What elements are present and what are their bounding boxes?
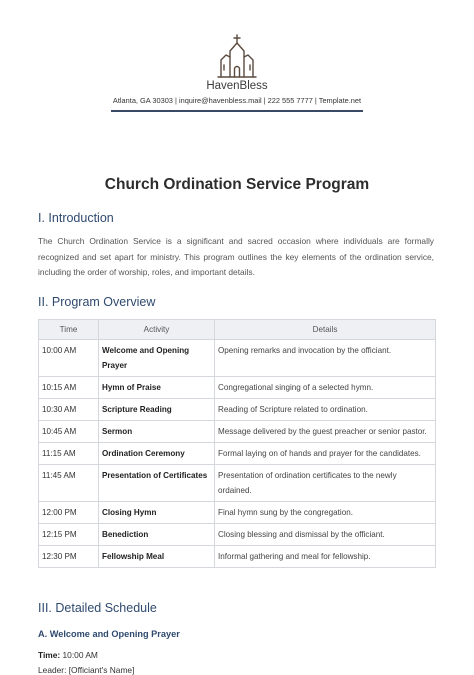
row-time: 12:00 PM <box>39 502 99 524</box>
table-row <box>39 465 436 502</box>
row-activity: Hymn of Praise <box>99 377 215 399</box>
row-time: 11:45 AM <box>39 465 99 502</box>
row-activity: Fellowship Meal <box>99 546 215 568</box>
row-details: Opening remarks and invocation by the officiant. <box>215 340 436 377</box>
introduction-paragraph: The Church Ordination Service is a significant and sacred occasion where individuals are formally recognized and set apart for ministry. This program outlines the key elements of the ordination service, including the order of worship, roles, and important details. <box>38 236 434 277</box>
detail-time-label: Time: <box>38 650 61 660</box>
program-overview-table <box>38 319 436 568</box>
row-activity: Presentation of Certificates <box>99 465 215 502</box>
row-activity: Sermon <box>99 421 215 443</box>
table-row <box>39 399 436 421</box>
brand-name: HavenBless <box>206 80 268 92</box>
row-details: Presentation of ordination certificates to the newly ordained. <box>215 465 436 502</box>
detail-time-line <box>38 650 98 660</box>
table-row <box>39 377 436 399</box>
row-time: 11:15 AM <box>39 443 99 465</box>
row-activity: Scripture Reading <box>99 399 215 421</box>
detail-time-value: 10:00 AM <box>62 650 98 660</box>
row-details: Reading of Scripture related to ordination. <box>215 399 436 421</box>
row-activity: Closing Hymn <box>99 502 215 524</box>
contact-line: Atlanta, GA 30303 | inquire@havenbless.mail | 222 555 7777 | Template.net <box>112 96 362 105</box>
subsection-heading-welcome: A. Welcome and Opening Prayer <box>38 629 180 639</box>
row-details: Formal laying on of hands and prayer for the candidates. <box>215 443 436 465</box>
row-details: Final hymn sung by the congregation. <box>215 502 436 524</box>
row-time: 10:45 AM <box>39 421 99 443</box>
column-header-activity: Activity <box>99 320 215 340</box>
header-divider <box>111 110 363 112</box>
row-activity: Ordination Ceremony <box>99 443 215 465</box>
table-row <box>39 502 436 524</box>
section-heading-introduction: I. Introduction <box>38 211 114 225</box>
row-activity: Welcome and Opening Prayer <box>99 340 215 377</box>
table-row <box>39 443 436 465</box>
table-row <box>39 340 436 377</box>
table-row <box>39 546 436 568</box>
section-heading-detailed-schedule: III. Detailed Schedule <box>38 601 157 615</box>
column-header-details: Details <box>215 320 436 340</box>
logo <box>0 34 474 92</box>
row-activity: Benediction <box>99 524 215 546</box>
table-header-row <box>39 320 436 340</box>
row-time: 10:15 AM <box>39 377 99 399</box>
detail-leader-line: Leader: [Officiant's Name] <box>38 665 135 675</box>
row-time: 10:00 AM <box>39 340 99 377</box>
table-row <box>39 524 436 546</box>
row-time: 12:15 PM <box>39 524 99 546</box>
column-header-time: Time <box>39 320 99 340</box>
table-row <box>39 421 436 443</box>
document-title: Church Ordination Service Program <box>104 176 370 193</box>
row-details: Closing blessing and dismissal by the officiant. <box>215 524 436 546</box>
row-time: 12:30 PM <box>39 546 99 568</box>
church-building-icon <box>213 34 261 78</box>
row-details: Congregational singing of a selected hymn. <box>215 377 436 399</box>
row-time: 10:30 AM <box>39 399 99 421</box>
row-details: Informal gathering and meal for fellowship. <box>215 546 436 568</box>
row-details: Message delivered by the guest preacher or senior pastor. <box>215 421 436 443</box>
section-heading-program-overview: II. Program Overview <box>38 295 156 309</box>
